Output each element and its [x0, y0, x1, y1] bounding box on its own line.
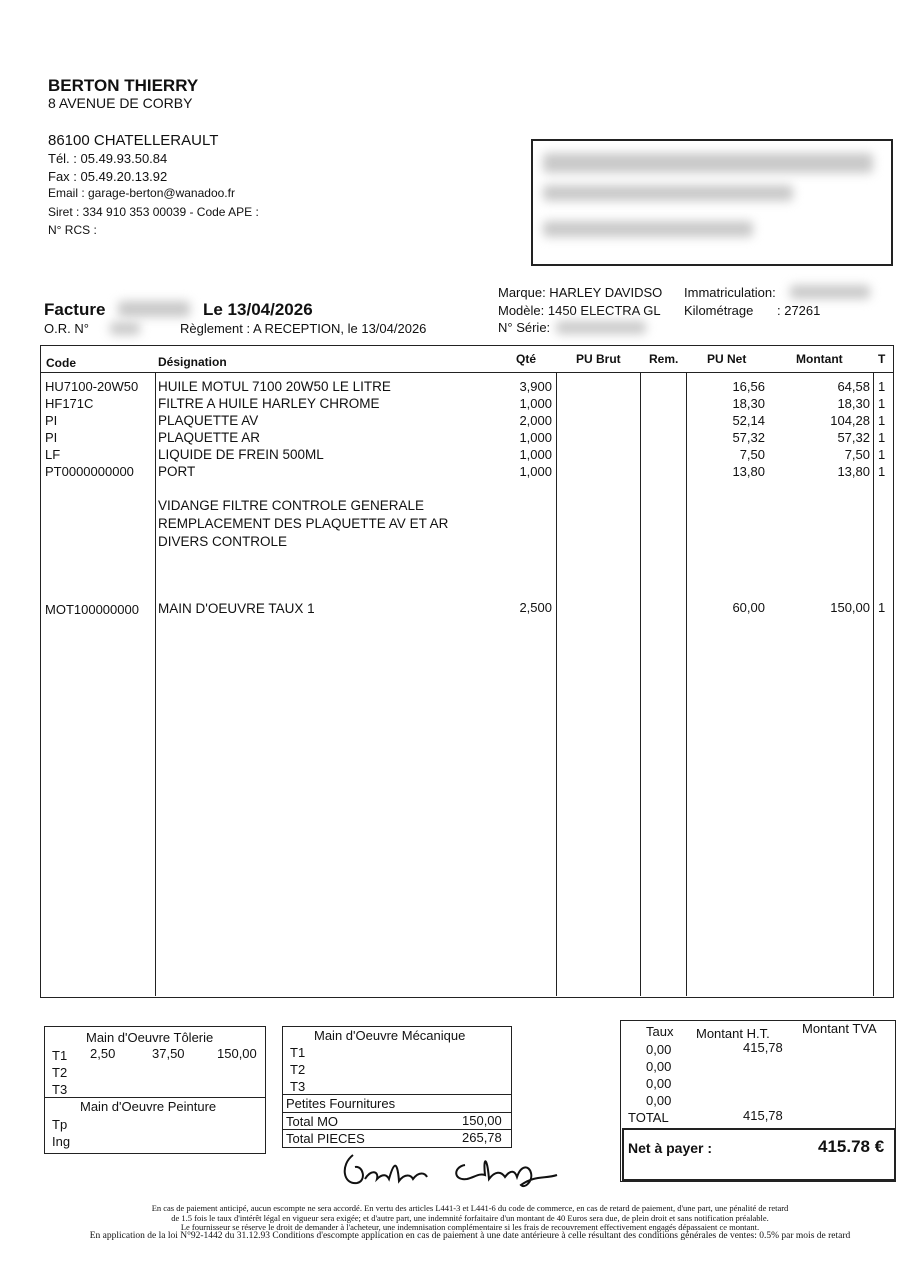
vehicle-marque: Marque: HARLEY DAVIDSO	[498, 285, 663, 300]
company-name: BERTON THIERRY	[48, 76, 199, 95]
row-pu-net: 18,30	[732, 396, 765, 411]
customer-address-box	[531, 139, 893, 266]
total-mo-label: Total MO	[286, 1114, 339, 1129]
row-t: 1	[878, 379, 886, 394]
tva-rate: 0,00	[646, 1076, 672, 1091]
legal-line: de 1.5 fois le taux d'intérêt légal en vigueur sera exigée; et d'autre part, une indemnité forfaitaire d'un montant de 40 Euros sera due, de plein droit et sans notification préalable.	[171, 1213, 769, 1223]
col-divider-qte	[556, 373, 557, 996]
row-qte: 2,000	[519, 413, 552, 428]
mo-peinture-tp: Tp	[52, 1117, 68, 1132]
tva-taux-label: Taux	[646, 1024, 674, 1039]
row-qte: 1,000	[519, 396, 552, 411]
row-code: PI	[45, 413, 58, 428]
row-designation: LIQUIDE DE FREIN 500ML	[158, 447, 324, 462]
mo-divider	[44, 1097, 265, 1098]
tva-rate: 0,00	[646, 1093, 672, 1108]
header-qte: Qté	[516, 352, 537, 366]
redacted-name	[543, 153, 873, 173]
redacted-serie	[556, 321, 646, 334]
row-montant: 104,28	[830, 413, 870, 428]
mo-tolerie-t1-hours: 2,50	[90, 1046, 116, 1061]
total-mo-value: 150,00	[462, 1113, 502, 1128]
mo-mecanique-t1: T1	[290, 1045, 306, 1060]
tva-rate: 0,00	[646, 1059, 672, 1074]
vehicle-serie: N° Série:	[498, 320, 551, 335]
row-montant: 64,58	[837, 379, 870, 394]
row-pu-net: 7,50	[739, 447, 765, 462]
row-designation: PLAQUETTE AR	[158, 430, 261, 445]
redacted-address	[543, 185, 793, 201]
row-montant: 18,30	[837, 396, 870, 411]
labour-designation: MAIN D'OEUVRE TAUX 1	[158, 601, 315, 616]
company-rcs: N° RCS :	[48, 223, 97, 237]
invoice-date: Le 13/04/2026	[203, 300, 313, 319]
row-t: 1	[878, 396, 886, 411]
header-montant: Montant	[796, 352, 843, 366]
col-divider-rem	[686, 373, 687, 996]
header-rem: Rem.	[649, 352, 679, 366]
row-qte: 3,900	[519, 379, 552, 394]
row-montant: 57,32	[837, 430, 870, 445]
vehicle-modele: Modèle: 1450 ELECTRA GL	[498, 303, 661, 318]
redacted-invoice-number	[118, 301, 190, 317]
tva-tva-label: Montant TVA	[802, 1021, 877, 1036]
row-qte: 1,000	[519, 430, 552, 445]
labour-qte: 2,500	[519, 600, 552, 615]
row-code: HF171C	[45, 396, 94, 411]
total-pieces-label: Total PIECES	[286, 1131, 365, 1146]
signature	[335, 1145, 575, 1195]
mo-tolerie-t1-rate: 37,50	[152, 1046, 185, 1061]
col-divider-montant	[873, 373, 874, 996]
mo-mecanique-t3: T3	[290, 1079, 306, 1094]
mo-mecanique-divider	[282, 1094, 511, 1095]
row-designation: PLAQUETTE AV	[158, 413, 259, 428]
petites-fournitures: Petites Fournitures	[286, 1096, 396, 1111]
mo-tolerie-t3: T3	[52, 1082, 68, 1097]
tva-rate: 0,00	[646, 1042, 672, 1057]
legal-line: Le fournisseur se réserve le droit de demander à l'acheteur, une indemnisation complémentaire si les frais de recouvrement effectivement engagés dépassaient ce montant.	[180, 1222, 760, 1232]
vehicle-km-label: Kilométrage	[684, 303, 754, 318]
company-siret: Siret : 334 910 353 00039 - Code APE :	[48, 205, 259, 219]
tva-total-label: TOTAL	[628, 1110, 669, 1125]
row-code: PT0000000000	[45, 464, 134, 479]
note-line: REMPLACEMENT DES PLAQUETTE AV ET AR	[158, 516, 449, 531]
row-code: HU7100-20W50	[45, 379, 139, 394]
redacted-city	[543, 221, 753, 237]
header-code: Code	[46, 356, 76, 370]
mo-tolerie-t1: T1	[52, 1048, 68, 1063]
header-pu-brut: PU Brut	[576, 352, 621, 366]
company-fax: Fax : 05.49.20.13.92	[48, 169, 168, 184]
row-qte: 1,000	[519, 464, 552, 479]
items-header-divider	[40, 372, 893, 373]
company-email: Email : garage-berton@wanadoo.fr	[48, 186, 235, 200]
mo-peinture-ing: Ing	[52, 1134, 71, 1149]
labour-pu-net: 60,00	[732, 600, 765, 615]
header-pu-net: PU Net	[707, 352, 747, 366]
labour-t: 1	[878, 600, 886, 615]
note-line: VIDANGE FILTRE CONTROLE GENERALE	[158, 498, 425, 513]
mo-tolerie-title: Main d'Oeuvre Tôlerie	[86, 1030, 214, 1045]
row-t: 1	[878, 430, 886, 445]
header-designation: Désignation	[158, 355, 227, 369]
mo-tolerie-t2: T2	[52, 1065, 68, 1080]
total-pieces-value: 265,78	[462, 1130, 502, 1145]
company-address: 8 AVENUE DE CORBY	[48, 95, 193, 111]
row-qte: 1,000	[519, 447, 552, 462]
row-t: 1	[878, 447, 886, 462]
redacted-immat	[790, 285, 870, 299]
col-divider-pubrut	[640, 373, 641, 996]
row-designation: HUILE MOTUL 7100 20W50 LE LITRE	[158, 379, 391, 394]
mo-peinture-title: Main d'Oeuvre Peinture	[80, 1099, 217, 1114]
vehicle-km-value: : 27261	[777, 303, 821, 318]
row-pu-net: 16,56	[732, 379, 765, 394]
company-tel: Tél. : 05.49.93.50.84	[48, 151, 168, 166]
row-pu-net: 57,32	[732, 430, 765, 445]
row-montant: 13,80	[837, 464, 870, 479]
net-label: Net à payer :	[628, 1140, 713, 1156]
legal-line: En application de la loi N°92-1442 du 31.12.93 Conditions d'escompte application en cas de paiement à une date antérieure à celle résultant des conditions générales de ventes: 0.5% par mois de retard	[89, 1231, 851, 1241]
company-city: 86100 CHATELLERAULT	[48, 132, 219, 149]
row-designation: PORT	[158, 464, 196, 479]
header-t: T	[878, 352, 886, 366]
tva-total-ht: 415,78	[743, 1108, 783, 1123]
reglement: Règlement : A RECEPTION, le 13/04/2026	[180, 321, 427, 336]
net-value: 415.78 €	[818, 1137, 885, 1156]
row-t: 1	[878, 413, 886, 428]
redacted-or-number	[110, 322, 140, 335]
mo-tolerie-t1-total: 150,00	[217, 1046, 257, 1061]
row-designation: FILTRE A HUILE HARLEY CHROME	[158, 396, 380, 411]
labour-montant: 150,00	[830, 600, 870, 615]
row-t: 1	[878, 464, 886, 479]
mo-mecanique-t2: T2	[290, 1062, 306, 1077]
row-code: LF	[45, 447, 61, 462]
col-divider-code	[155, 373, 156, 996]
tva-first-ht: 415,78	[743, 1040, 783, 1055]
row-code: PI	[45, 430, 58, 445]
note-line: DIVERS CONTROLE	[158, 534, 288, 549]
legal-line: En cas de paiement anticipé, aucun escompte ne sera accordé. En vertu des articles L441-3 et L441-6 du code de commerce, en cas de retard de paiement, d'une part, une pénalité de retard	[151, 1203, 789, 1213]
row-pu-net: 52,14	[732, 413, 765, 428]
vehicle-immat-label: Immatriculation:	[684, 285, 776, 300]
mo-mecanique-title: Main d'Oeuvre Mécanique	[314, 1028, 466, 1043]
row-montant: 7,50	[844, 447, 870, 462]
labour-code: MOT100000000	[45, 602, 139, 617]
tva-ht-label: Montant H.T.	[696, 1026, 770, 1041]
or-label: O.R. N°	[44, 321, 89, 336]
invoice-title: Facture	[44, 300, 106, 319]
row-pu-net: 13,80	[732, 464, 765, 479]
